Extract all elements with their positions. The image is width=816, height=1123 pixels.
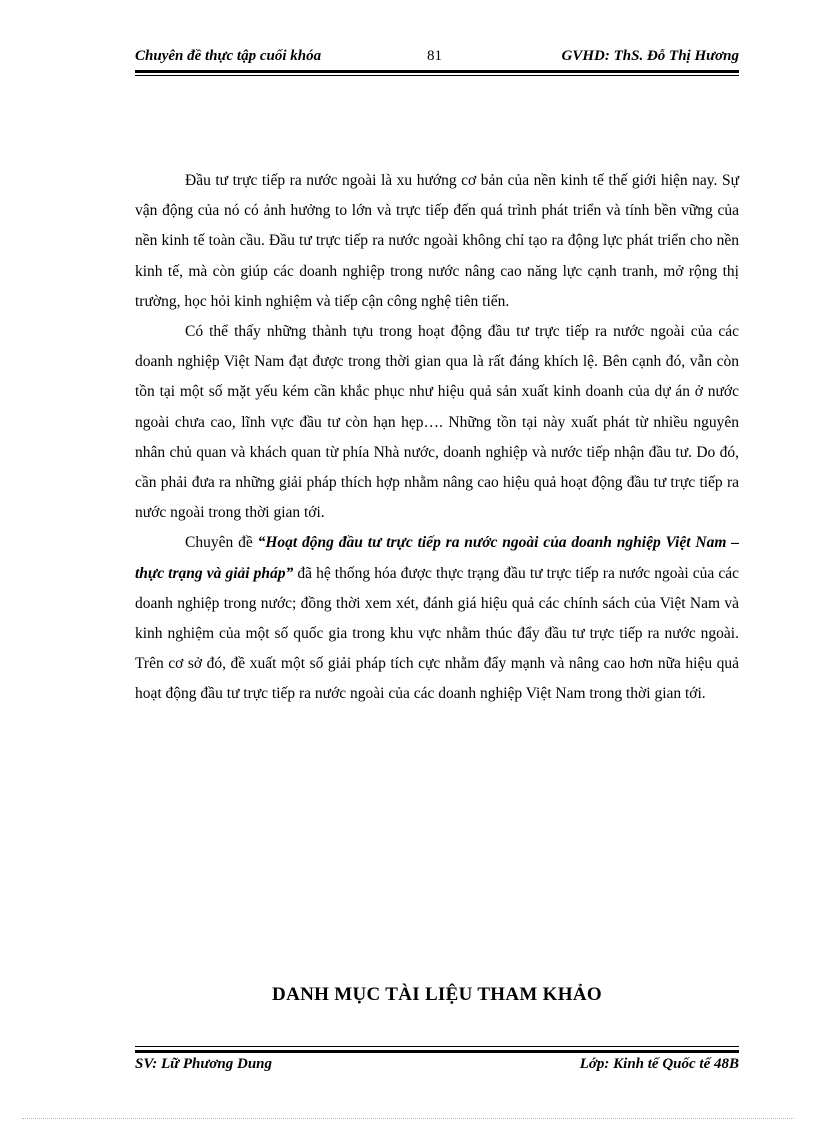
footer-student: SV: Lữ Phương Dung (135, 1056, 273, 1072)
header-divider-thick (135, 70, 739, 73)
paragraph-1: Đầu tư trực tiếp ra nước ngoài là xu hướng cơ bản của nền kinh tế thế giới hiện nay. Sự vận động của nó có ảnh hưởng to lớn và trực tiếp đến quá trình phát triển và tính bền vững của nền kinh tế toàn cầu. Đầu tư trực tiếp ra nước ngoài không chỉ tạo ra động lực phát triển cho nền kinh tế, mà còn giúp các doanh nghiệp trong nước nâng cao năng lực cạnh tranh, mở rộng thị trường, học hỏi kinh nghiệm và tiếp cận công nghệ tiên tiến. (135, 172, 739, 310)
header-divider-thin (135, 75, 739, 76)
paragraph-2: Có thể thấy những thành tựu trong hoạt động đầu tư trực tiếp ra nước ngoài của các doanh nghiệp Việt Nam đạt được trong thời gian qua là rất đáng khích lệ. Bên cạnh đó, vẫn còn tồn tại một số mặt yếu kém cần khắc phục như hiệu quả sản xuất kinh doanh của dự án ở nước ngoài chưa cao, lĩnh vực đầu tư còn hạn hẹp…. Những tồn tại này xuất phát từ nhiều nguyên nhân chủ quan và khách quan từ phía Nhà nước, doanh nghiệp và nước tiếp nhận đầu tư. Do đó, cần phải đưa ra những giải pháp thích hợp nhằm nâng cao hiệu quả hoạt động đầu tư trực tiếp ra nước ngoài trong thời gian tới. (135, 323, 739, 522)
paragraph-3-report-title: “Hoạt động đầu tư trực tiếp ra nước ngoài của doanh nghiệp Việt Nam – thực trạng và giải pháp” (135, 534, 739, 582)
page-number: 81 (427, 48, 442, 64)
body-text (135, 166, 739, 710)
page-header (135, 48, 739, 68)
header-supervisor: GVHD: ThS. Đỗ Thị Hương (561, 48, 739, 64)
page-footer (135, 1056, 739, 1076)
footer-divider-thick (135, 1050, 739, 1053)
page-edge-divider (22, 1118, 794, 1119)
footer-divider-thin (135, 1046, 739, 1047)
references-heading: DANH MỤC TÀI LIỆU THAM KHẢO (272, 984, 602, 1005)
paragraph-3 (135, 528, 739, 709)
paragraph-3-lead: Chuyên đề (185, 534, 258, 552)
header-document-type: Chuyên đề thực tập cuối khóa (135, 48, 322, 64)
footer-class: Lớp: Kinh tế Quốc tế 48B (579, 1056, 739, 1072)
paragraph-3-rest: đã hệ thống hóa được thực trạng đầu tư trực tiếp ra nước ngoài của các doanh nghiệp trong nước; đồng thời xem xét, đánh giá hiệu quả các chính sách của Việt Nam và kinh nghiệm của một số quốc gia trong khu vực nhằm thúc đẩy đầu tư trực tiếp ra nước ngoài. Trên cơ sở đó, đề xuất một số giải pháp tích cực nhằm đẩy mạnh và nâng cao hơn nữa hiệu quả hoạt động đầu tư trực tiếp ra nước ngoài của các doanh nghiệp Việt Nam trong thời gian tới. (135, 564, 739, 703)
